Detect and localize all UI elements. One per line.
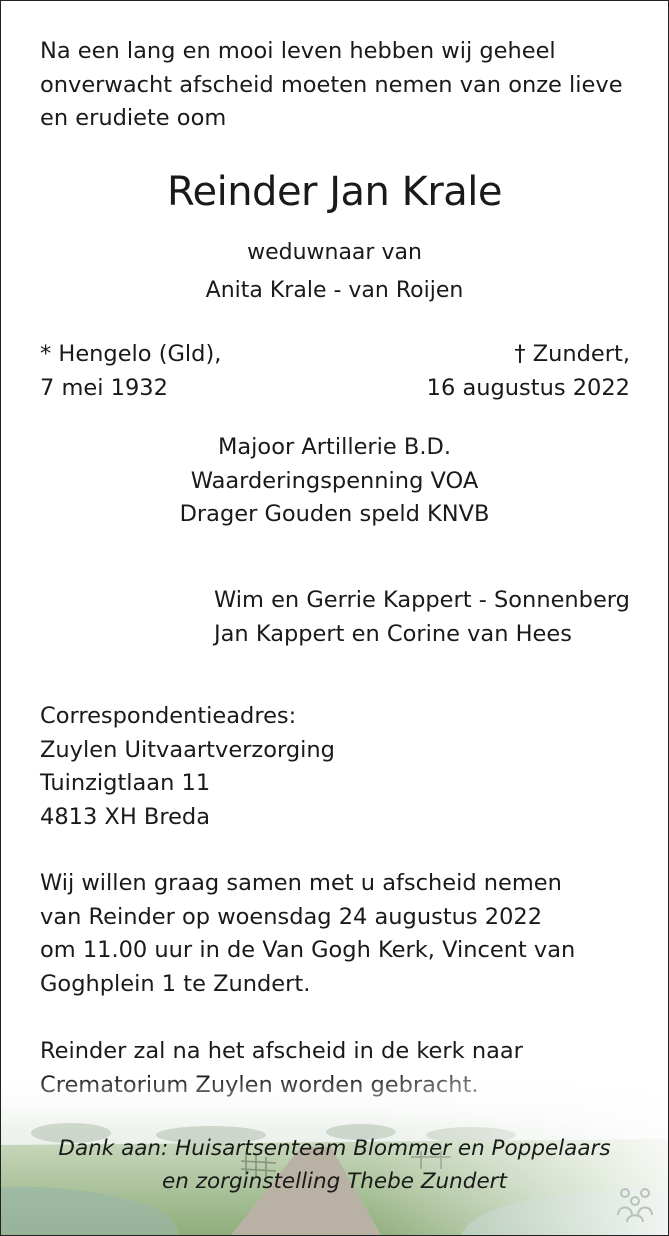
people-group-icon	[612, 1185, 658, 1223]
ceremony-line: Wij willen graag samen met u afscheid nemen	[40, 870, 562, 896]
widower-block	[1, 234, 668, 310]
family-list	[214, 584, 630, 651]
family-member: Jan Kappert en Corine van Hees	[214, 620, 572, 647]
address-line: Zuylen Uitvaartverzorging	[40, 736, 335, 763]
deceased-name: Reinder Jan Krale	[166, 169, 502, 215]
thanks-line: en zorginstelling Thebe Zundert	[162, 1169, 507, 1194]
thanks-line: Dank aan: Huisartsenteam Blommer en Poppelaars	[58, 1136, 611, 1161]
ceremony-line: Goghplein 1 te Zundert.	[40, 970, 311, 997]
address-line: Tuinzigtlaan 11	[40, 770, 211, 796]
correspondence-address	[40, 700, 335, 834]
ceremony-line: van Reinder op woensdag 24 augustus 2022	[40, 903, 543, 930]
intro-line: onverwacht afscheid moeten nemen van onze lieve	[40, 71, 623, 98]
honour-item: Drager Gouden speld KNVB	[179, 501, 490, 527]
cremation-line: Reinder zal na het afscheid in de kerk naar	[40, 1038, 523, 1064]
death-date: 16 augustus 2022	[426, 374, 630, 401]
address-line: 4813 XH Breda	[40, 803, 211, 830]
honour-item: Majoor Artillerie B.D.	[217, 434, 451, 460]
birth-date: 7 mei 1932	[40, 374, 168, 401]
intro-line: Na een lang en mooi leven hebben wij geheel	[40, 38, 556, 64]
thanks-note	[1, 1132, 668, 1198]
birth-info	[40, 338, 221, 405]
honours-list	[1, 431, 668, 532]
intro-line: en erudiete oom	[40, 105, 227, 131]
widower-label: weduwnaar van	[247, 240, 422, 265]
honour-item: Waarderingspenning VOA	[190, 467, 479, 494]
ceremony-text	[40, 867, 640, 1001]
ceremony-line: om 11.00 uur in de Van Gogh Kerk, Vincent van	[40, 937, 576, 963]
address-line: Correspondentieadres:	[40, 703, 297, 729]
death-info	[427, 338, 630, 405]
intro-text	[40, 35, 640, 136]
family-member: Wim en Gerrie Kappert - Sonnenberg	[214, 587, 630, 613]
spouse-name: Anita Krale - van Roijen	[205, 278, 464, 303]
death-place: † Zundert,	[514, 341, 630, 367]
birth-place: * Hengelo (Gld),	[40, 341, 222, 367]
